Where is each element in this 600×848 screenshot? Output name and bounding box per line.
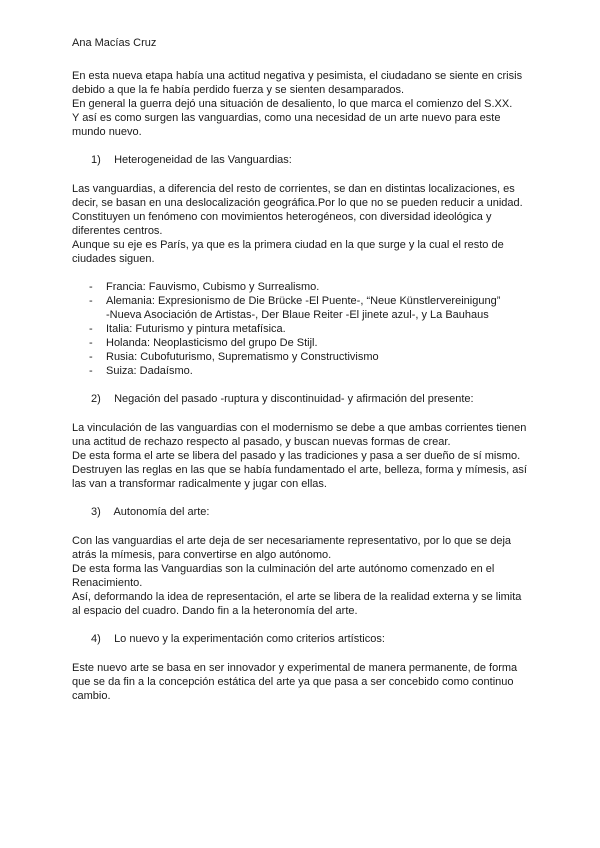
section-heading-2	[72, 392, 530, 406]
country-movements-list	[72, 280, 530, 378]
section-heading-1	[72, 153, 530, 167]
paragraph-line: De esta forma el arte se libera del pasado y las tradiciones y pasa a ser dueño de sí mismo. Destruyen las reglas en las que se había fundamentado el arte, belleza, forma y mímesis, así las van a transformar radicalmente y jugar con ellas.	[72, 450, 527, 490]
section-title: Negación del pasado -ruptura y discontinuidad- y afirmación del presente:	[114, 393, 474, 405]
list-item: - Rusia: Cubofuturismo, Suprematismo y Constructivismo	[89, 351, 379, 363]
paragraph-line: Aunque su eje es París, ya que es la primera ciudad en la que surge y la cual el resto de ciudades siguen.	[72, 239, 504, 265]
section-number: 3)	[91, 506, 101, 518]
paragraph-line: Este nuevo arte se basa en ser innovador y experimental de manera permanente, de forma que se da fin a la concepción estática del arte ya que pasa a ser concebido como continuo cambio.	[72, 662, 518, 702]
dash-bullet: -	[89, 323, 93, 335]
section-number: 1)	[91, 154, 101, 166]
list-item: - Francia: Fauvismo, Cubismo y Surrealismo.	[89, 281, 320, 293]
dash-bullet: -	[89, 365, 93, 377]
intro-line: En general la guerra dejó una situación de desaliento, lo que marca el comienzo del S.XX.	[72, 98, 513, 110]
section-4-paragraph	[72, 661, 530, 703]
section-number: 2)	[91, 393, 101, 405]
list-item: - Holanda: Neoplasticismo del grupo De Stijl.	[89, 337, 318, 349]
section-heading-4	[72, 632, 530, 646]
paragraph-line: Con las vanguardias el arte deja de ser necesariamente representativo, por lo que se deja atrás la mímesis, para convertirse en algo autónomo.	[72, 535, 512, 561]
paragraph-line: De esta forma las Vanguardias son la culminación del arte autónomo comenzado en el Renacimiento.	[72, 563, 495, 589]
section-3-paragraph	[72, 534, 530, 618]
section-title: Heterogeneidad de las Vanguardias:	[114, 154, 292, 166]
section-1-paragraph	[72, 182, 530, 266]
dash-bullet: -	[89, 295, 93, 307]
paragraph-line: Así, deformando la idea de representación, el arte se libera de la realidad externa y se limita al espacio del cuadro. Dando fin a la heteronomía del arte.	[72, 591, 522, 617]
intro-line: En esta nueva etapa había una actitud negativa y pesimista, el ciudadano se siente en crisis debido a que la fe había perdido fuerza y se sienten desamparados.	[72, 70, 523, 96]
section-title: Lo nuevo y la experimentación como criterios artísticos:	[114, 633, 385, 645]
section-number: 4)	[91, 633, 101, 645]
dash-bullet: -	[89, 281, 93, 293]
list-item: - Suiza: Dadaísmo.	[89, 365, 193, 377]
intro-paragraph	[72, 69, 530, 139]
author-name: Ana Macías Cruz	[72, 37, 157, 49]
dash-bullet: -	[89, 351, 93, 363]
list-item: - Alemania: Expresionismo de Die Brücke -El Puente-, “Neue Künstlervereinigung” -Nueva Asociación de Artistas-, Der Blaue Reiter -El jinete azul-, y La Bauhaus	[89, 295, 501, 321]
section-heading-3	[72, 505, 530, 519]
paragraph-line: Las vanguardias, a diferencia del resto de corrientes, se dan en distintas localizaciones, es decir, se basan en una deslocalización geográfica.Por lo que no se pueden reducir a unidad. Constituyen un fenómeno con movimientos heterogéneos, con diversidad ideológica y diferentes centros.	[72, 183, 523, 237]
section-title: Autonomía del arte:	[113, 506, 210, 518]
list-item: - Italia: Futurismo y pintura metafísica.	[89, 323, 286, 335]
paragraph-line: La vinculación de las vanguardias con el modernismo se debe a que ambas corrientes tienen una actitud de rechazo respecto al pasado, y buscan nuevas formas de crear.	[72, 422, 527, 448]
dash-bullet: -	[89, 337, 93, 349]
section-2-paragraph	[72, 421, 530, 491]
intro-line: Y así es como surgen las vanguardias, como una necesidad de un arte nuevo para este mundo nuevo.	[72, 112, 501, 138]
